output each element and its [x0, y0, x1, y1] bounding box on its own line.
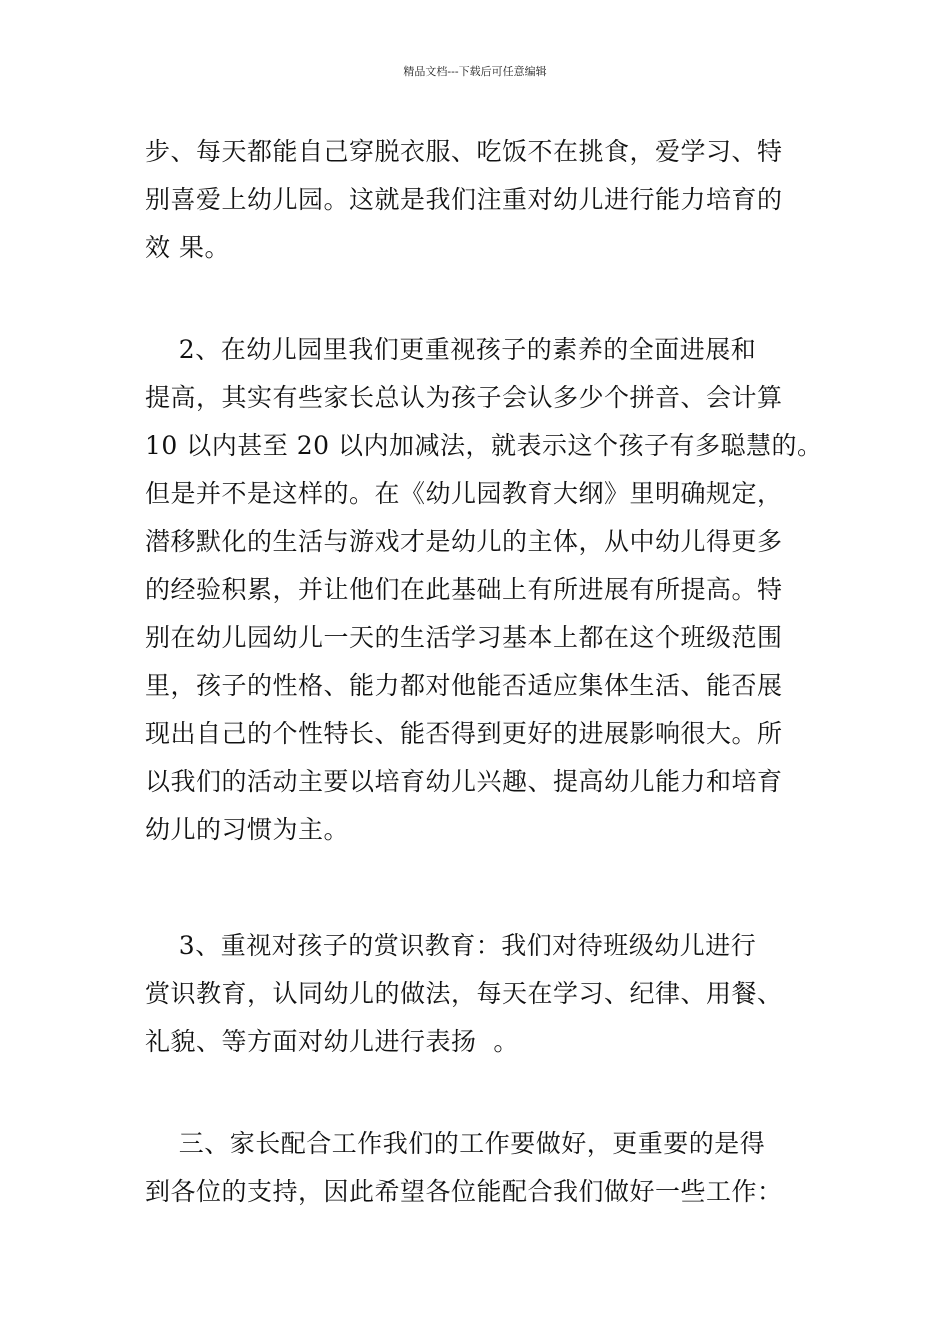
paragraph-line: 礼貌、等方面对幼儿进行表扬 。 [145, 1027, 519, 1056]
paragraph-line: 到各位的支持，因此希望各位能配合我们做好一些工作： [145, 1177, 783, 1206]
paragraph-4 [145, 1120, 810, 1216]
paragraph-line: 以我们的活动主要以培育幼儿兴趣、提高幼儿能力和培育 [145, 767, 783, 796]
page-header: 精品文档---下载后可任意编辑 [403, 65, 547, 78]
paragraph-line: 效 果。 [145, 233, 230, 262]
paragraph-line: 别喜爱上幼儿园。这就是我们注重对幼儿进行能力培育的 [145, 185, 783, 214]
paragraph-line: 但是并不是这样的。在《幼儿园教育大纲》里明确规定， [145, 479, 783, 508]
paragraph-line: 里，孩子的性格、能力都对他能否适应集体生活、能否展 [145, 671, 783, 700]
paragraph-2 [145, 326, 823, 854]
paragraph-line: 步、每天都能自己穿脱衣服、吃饭不在挑食，爱学习、特 [145, 137, 783, 166]
paragraph-line: 潜移默化的生活与游戏才是幼儿的主体，从中幼儿得更多 [145, 527, 783, 556]
paragraph-line: 提高，其实有些家长总认为孩子会认多少个拼音、会计算 [145, 383, 783, 412]
paragraph-line: 的经验积累，并让他们在此基础上有所进展有所提高。特 [145, 575, 783, 604]
paragraph-line: 幼儿的习惯为主。 [145, 815, 350, 844]
paragraph-line: 2、在幼儿园里我们更重视孩子的素养的全面进展和 [145, 335, 757, 364]
paragraph-1 [145, 128, 810, 272]
paragraph-line: 3、重视对孩子的赏识教育：我们对待班级幼儿进行 [145, 931, 757, 960]
paragraph-line: 别在幼儿园幼儿一天的生活学习基本上都在这个班级范围 [145, 623, 783, 652]
paragraph-line: 10 以内甚至 20 以内加减法，就表示这个孩子有多聪慧的。 [145, 431, 823, 460]
paragraph-line: 现出自己的个性特长、能否得到更好的进展影响很大。所 [145, 719, 783, 748]
paragraph-3 [145, 922, 810, 1066]
paragraph-line: 三、家长配合工作我们的工作要做好，更重要的是得 [145, 1129, 766, 1158]
paragraph-line: 赏识教育，认同幼儿的做法，每天在学习、纪律、用餐、 [145, 979, 783, 1008]
